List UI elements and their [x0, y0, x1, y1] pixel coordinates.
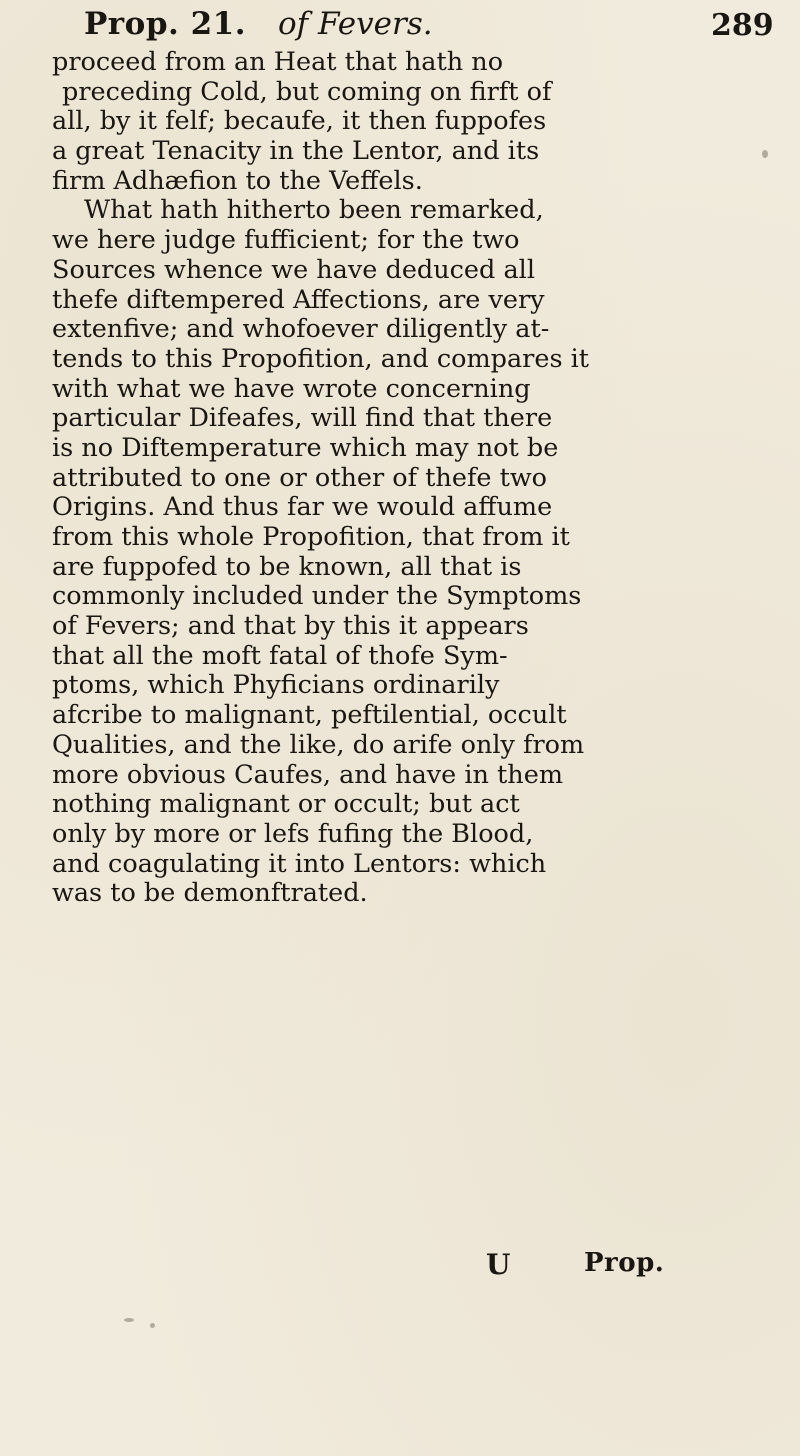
- text-line: afcribe to malignant, peftilential, occult: [52, 700, 567, 731]
- ink-speck: [150, 1323, 155, 1328]
- text-line: What hath hitherto been remarked,: [84, 195, 544, 226]
- text-line: firm Adhæfion to the Veffels.: [52, 165, 423, 196]
- signature-mark: U: [486, 1248, 511, 1281]
- text-line: from this whole Propofition, that from it: [52, 522, 570, 552]
- ink-speck: [762, 150, 768, 158]
- text-line: a great Tenacity in the Lentor, and its: [52, 136, 540, 167]
- text-line: Sources whence we have deduced all: [52, 254, 535, 285]
- text-line: preceding Cold, but coming on firft of: [62, 76, 552, 107]
- text-line: all, by it felf; becaufe, it then fuppofes: [52, 106, 547, 137]
- running-head-right: of Fevers.: [278, 6, 433, 42]
- text-line: thefe diftempered Affections, are very: [52, 284, 545, 315]
- text-line: was to be demonftrated.: [52, 878, 368, 909]
- page-footer: [0, 1248, 800, 1288]
- text-line: is no Diftemperature which may not be: [52, 432, 559, 463]
- text-line: and coagulating it into Lentors: which: [52, 848, 547, 879]
- text-line: Qualities, and the like, do arife only from: [52, 729, 585, 760]
- text-line: commonly included under the Symptoms: [52, 581, 582, 612]
- page-number: 289: [711, 8, 774, 43]
- text-line: particular Difeafes, will find that there: [52, 403, 553, 434]
- text-line: with what we have wrote concerning: [52, 373, 531, 404]
- body-text: [52, 48, 722, 909]
- text-line: Origins. And thus far we would affume: [52, 492, 553, 523]
- page-header: [0, 6, 800, 50]
- catchword: Prop.: [584, 1248, 665, 1278]
- text-line: attributed to one or other of thefe two: [52, 462, 548, 493]
- text-line: that all the moft fatal of thofe Sym-: [52, 640, 508, 671]
- ink-speck: [124, 1318, 134, 1322]
- running-head-left: Prop. 21.: [84, 6, 247, 42]
- text-line: ptoms, which Phyficians ordinarily: [52, 670, 500, 701]
- text-line: nothing malignant or occult; but act: [52, 789, 520, 820]
- text-line: only by more or lefs fufing the Blood,: [52, 818, 534, 849]
- text-line: we here judge fufficient; for the two: [52, 225, 520, 256]
- text-line: tends to this Propofition, and compares it: [52, 343, 590, 374]
- text-line: extenfive; and whofoever diligently at-: [52, 314, 550, 345]
- text-line: more obvious Caufes, and have in them: [52, 759, 563, 790]
- text-line: proceed from an Heat that hath no: [52, 47, 504, 77]
- text-line: are fuppofed to be known, all that is: [52, 551, 522, 582]
- text-line: of Fevers; and that by this it appears: [52, 611, 529, 642]
